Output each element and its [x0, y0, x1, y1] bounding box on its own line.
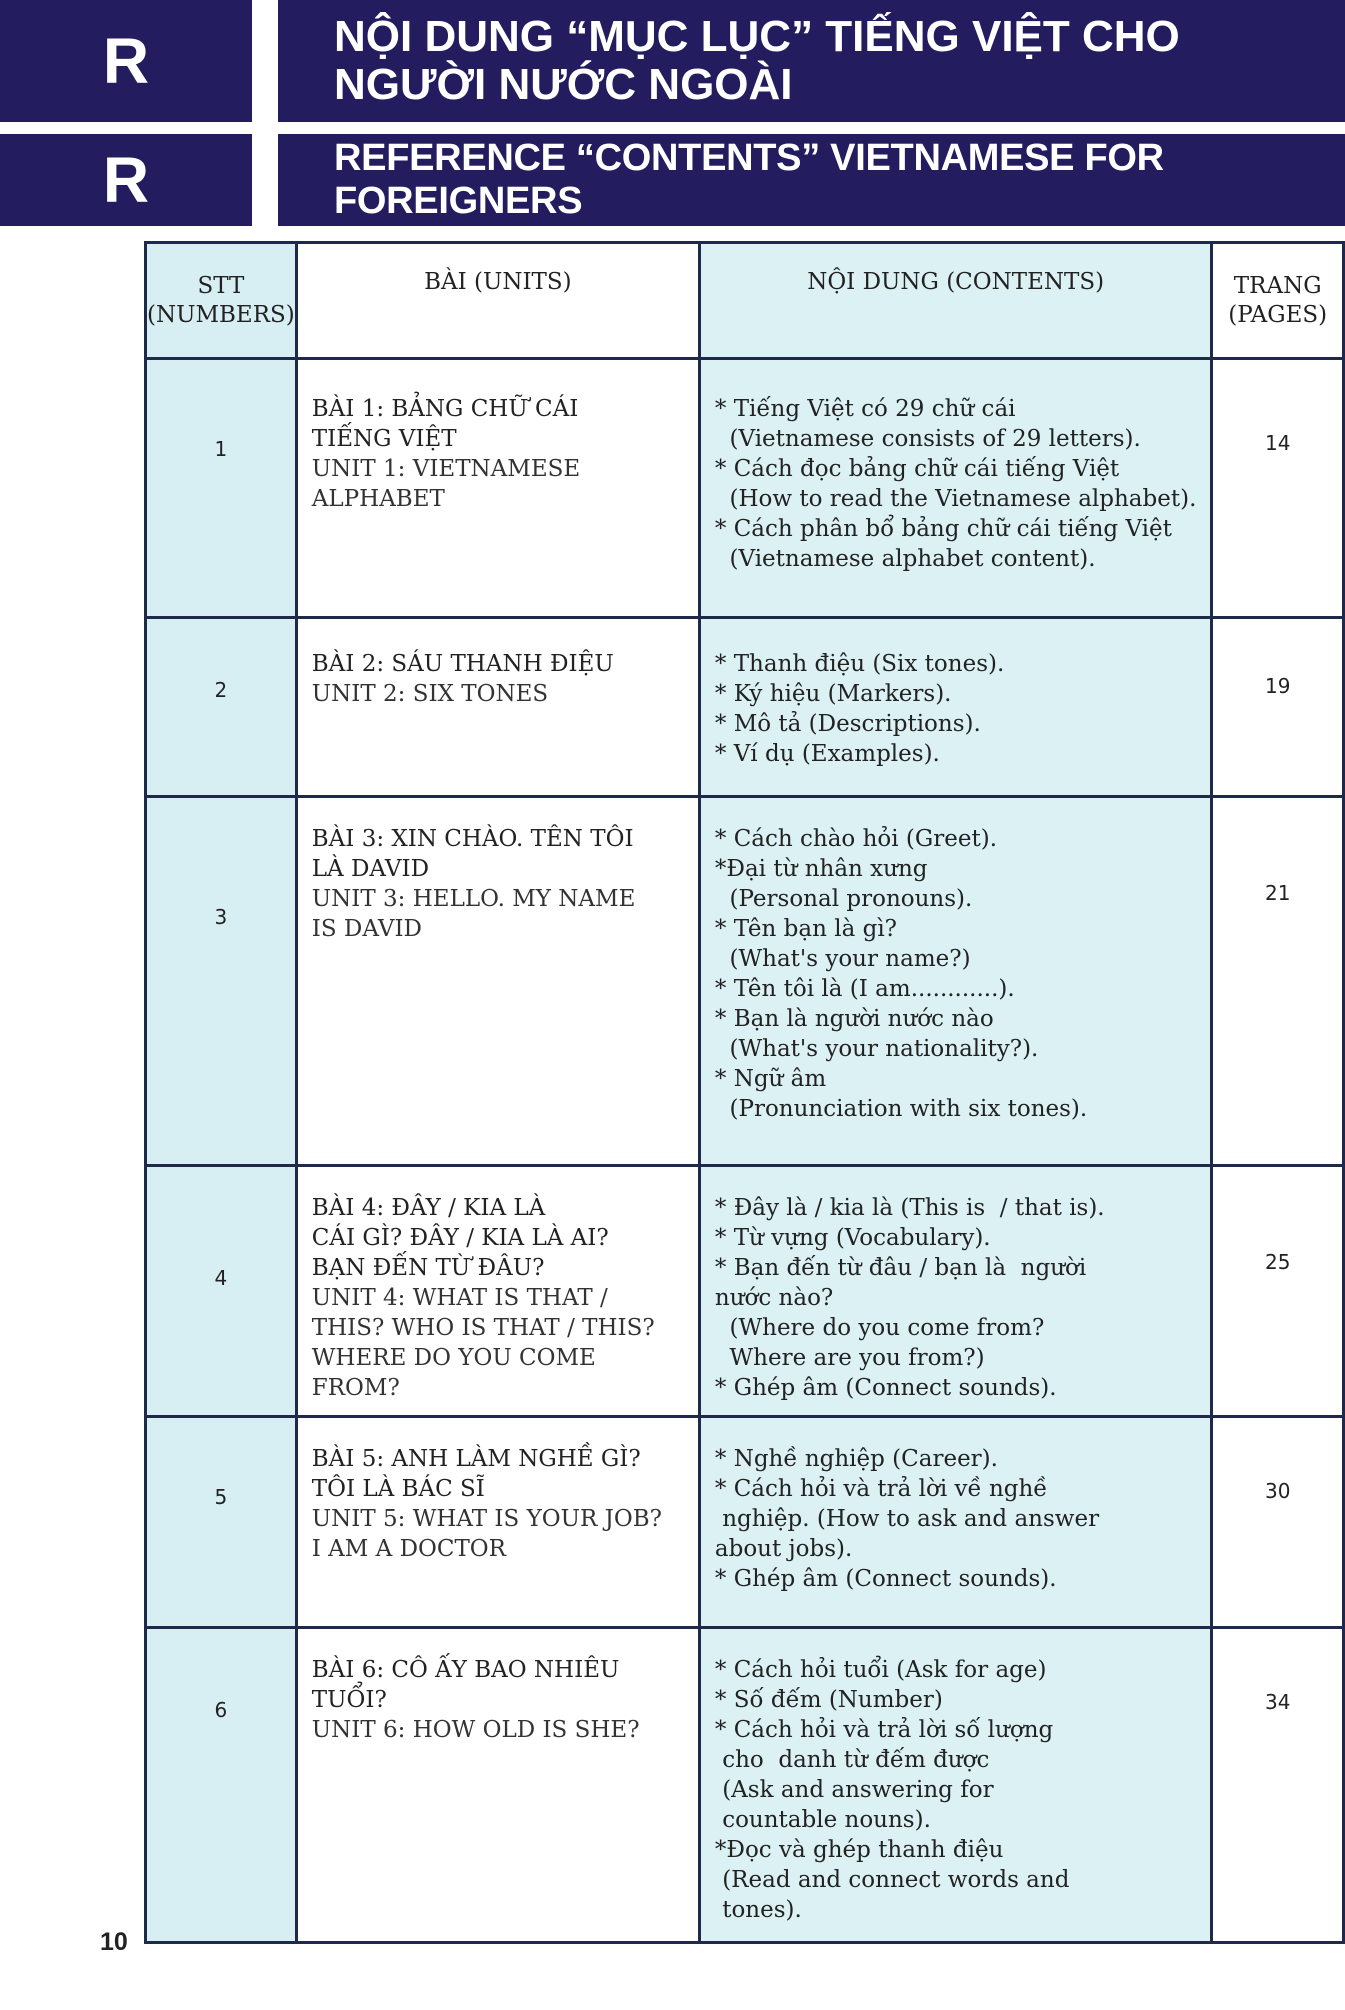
cell-page	[1212, 618, 1344, 797]
header-pages-line1: TRANG	[1233, 272, 1322, 299]
content-line: * Ngữ âm	[714, 1066, 827, 1092]
table-header-row	[146, 243, 1344, 359]
content-line: * Tiếng Việt có 29 chữ cái	[714, 396, 1016, 422]
cell-contents	[699, 1417, 1212, 1628]
page-ref: 34	[1264, 1690, 1291, 1714]
unit-title-vi: TÔI LÀ BÁC SĨ	[311, 1476, 485, 1502]
cell-number	[146, 1166, 297, 1417]
cell-number	[146, 1628, 297, 1943]
content-line: tones).	[714, 1897, 802, 1923]
content-line: * Cách đọc bảng chữ cái tiếng Việt	[714, 456, 1120, 482]
header-contents-text: NỘI DUNG (CONTENTS)	[807, 269, 1105, 295]
cell-contents	[699, 797, 1212, 1166]
unit-title-en: THIS? WHO IS THAT / THIS?	[311, 1315, 655, 1341]
content-line: * Ví dụ (Examples).	[714, 741, 940, 767]
content-line: (Vietnamese consists of 29 letters).	[714, 426, 1141, 452]
unit-title-en: UNIT 3: HELLO. MY NAME	[311, 886, 636, 912]
unit-number: 5	[214, 1485, 228, 1509]
content-line: * Cách chào hỏi (Greet).	[714, 826, 997, 852]
content-line: Where are you from?)	[714, 1345, 985, 1371]
cell-number	[146, 1417, 297, 1628]
header-title-english	[278, 134, 1345, 226]
content-line: *Đọc và ghép thanh điệu	[714, 1837, 1004, 1863]
cell-contents	[699, 618, 1212, 797]
content-line: * Bạn đến từ đâu / bạn là người	[714, 1255, 1087, 1281]
unit-title-vi: CÁI GÌ? ĐÂY / KIA LÀ AI?	[311, 1225, 609, 1251]
unit-title-vi: BÀI 1: BẢNG CHỮ CÁI	[311, 396, 579, 422]
content-line: * Ghép âm (Connect sounds).	[714, 1566, 1057, 1592]
cell-number	[146, 797, 297, 1166]
title-english-text: REFERENCE “CONTENTS” VIETNAMESE FOR FOREIGNERS	[334, 137, 1164, 222]
content-line: * Bạn là người nước nào	[714, 1006, 994, 1032]
cell-unit	[296, 1166, 699, 1417]
header-units	[296, 243, 699, 359]
content-line: * Nghề nghiệp (Career).	[714, 1446, 998, 1472]
content-line: (How to read the Vietnamese alphabet).	[714, 486, 1197, 512]
cell-contents	[699, 1628, 1212, 1943]
content-line: (What's your name?)	[714, 946, 971, 972]
cell-contents	[699, 1166, 1212, 1417]
content-line: * Số đếm (Number)	[714, 1687, 943, 1713]
cell-number	[146, 618, 297, 797]
content-line: nước nào?	[714, 1285, 834, 1311]
page-ref: 19	[1264, 674, 1291, 698]
unit-title-en: IS DAVID	[311, 916, 422, 942]
unit-title-en: UNIT 6: HOW OLD IS SHE?	[311, 1717, 640, 1743]
page-ref: 21	[1264, 881, 1291, 905]
content-line: * Ghép âm (Connect sounds).	[714, 1375, 1057, 1401]
content-line: * Cách hỏi tuổi (Ask for age)	[714, 1657, 1047, 1683]
cell-page	[1212, 1628, 1344, 1943]
content-line: (Personal pronouns).	[714, 886, 973, 912]
table-row	[146, 359, 1344, 618]
unit-title-en: FROM?	[311, 1375, 400, 1401]
content-line: * Mô tả (Descriptions).	[714, 711, 981, 737]
table-row	[146, 797, 1344, 1166]
content-line: * Tên bạn là gì?	[714, 916, 898, 942]
content-line: cho danh từ đếm được	[714, 1747, 990, 1773]
content-line: * Từ vựng (Vocabulary).	[714, 1225, 991, 1251]
unit-title-vi: BÀI 5: ANH LÀM NGHỀ GÌ?	[311, 1446, 641, 1472]
unit-number: 4	[214, 1266, 228, 1290]
page-ref: 14	[1264, 431, 1291, 455]
unit-title-en: ALPHABET	[311, 486, 445, 512]
content-line: * Cách phân bổ bảng chữ cái tiếng Việt	[714, 516, 1172, 542]
table-row	[146, 1166, 1344, 1417]
cell-page	[1212, 797, 1344, 1166]
cell-unit	[296, 1628, 699, 1943]
unit-title-vi: BÀI 4: ĐÂY / KIA LÀ	[311, 1195, 546, 1221]
unit-title-vi: BÀI 2: SÁU THANH ĐIỆU	[311, 651, 614, 677]
unit-number: 1	[214, 437, 228, 461]
contents-table	[144, 241, 1345, 1944]
content-line: *Đại từ nhân xưng	[714, 856, 928, 882]
content-line: * Đây là / kia là (This is / that is).	[714, 1195, 1105, 1221]
content-line: * Cách hỏi và trả lời về nghề	[714, 1476, 1048, 1502]
unit-title-vi: TIẾNG VIỆT	[311, 426, 457, 452]
cell-unit	[296, 797, 699, 1166]
unit-title-en: I AM A DOCTOR	[311, 1536, 506, 1562]
content-line: about jobs).	[714, 1536, 853, 1562]
header-numbers-line2: (NUMBERS)	[147, 301, 295, 328]
unit-title-vi: BÀI 6: CÔ ẤY BAO NHIÊU	[311, 1657, 620, 1683]
content-line: countable nouns).	[714, 1807, 931, 1833]
content-line: (Where do you come from?	[714, 1315, 1045, 1341]
cell-page	[1212, 359, 1344, 618]
unit-number: 2	[214, 678, 228, 702]
content-line: (Ask and answering for	[714, 1777, 994, 1803]
unit-title-vi: LÀ DAVID	[311, 856, 430, 882]
table-row	[146, 1628, 1344, 1943]
page-ref: 25	[1264, 1250, 1291, 1274]
content-line: * Ký hiệu (Markers).	[714, 681, 952, 707]
table-row	[146, 1417, 1344, 1628]
cell-contents	[699, 359, 1212, 618]
unit-title-en: WHERE DO YOU COME	[311, 1345, 596, 1371]
content-line: (Pronunciation with six tones).	[714, 1096, 1088, 1122]
content-line: nghiệp. (How to ask and answer	[714, 1506, 1100, 1532]
cell-unit	[296, 618, 699, 797]
title-line-1: NỘI DUNG “MỤC LỤC” TIẾNG VIỆT CHO	[334, 12, 1180, 61]
header-letter-top: R	[0, 0, 252, 122]
header-numbers-line1: STT	[197, 272, 245, 299]
header-pages-line2: (PAGES)	[1228, 301, 1328, 328]
cell-unit	[296, 359, 699, 618]
unit-number: 3	[214, 905, 228, 929]
content-line: * Cách hỏi và trả lời số lượng	[714, 1717, 1054, 1743]
unit-title-en: UNIT 5: WHAT IS YOUR JOB?	[311, 1506, 662, 1532]
unit-title-vi: BÀI 3: XIN CHÀO. TÊN TÔI	[311, 826, 634, 852]
cell-unit	[296, 1417, 699, 1628]
unit-title-en: UNIT 1: VIETNAMESE	[311, 456, 581, 482]
header-title-vietnamese	[278, 0, 1345, 122]
content-line: (What's your nationality?).	[714, 1036, 1039, 1062]
unit-title-en: UNIT 2: SIX TONES	[311, 681, 549, 707]
cell-page	[1212, 1417, 1344, 1628]
unit-title-vi: BẠN ĐẾN TỪ ĐÂU?	[311, 1255, 545, 1281]
cell-page	[1212, 1166, 1344, 1417]
cell-number	[146, 359, 297, 618]
header-letter-bottom: R	[0, 134, 252, 226]
unit-number: 6	[214, 1698, 228, 1722]
unit-title-vi: TUỔI?	[311, 1687, 387, 1713]
header-contents	[699, 243, 1212, 359]
table-row	[146, 618, 1344, 797]
title-line-2: NGƯỜI NƯỚC NGOÀI	[334, 60, 793, 109]
page-ref: 30	[1264, 1479, 1291, 1503]
content-line: (Read and connect words and	[714, 1867, 1070, 1893]
content-line: * Tên tôi là (I am............).	[714, 976, 1015, 1002]
unit-title-en: UNIT 4: WHAT IS THAT /	[311, 1285, 608, 1311]
header-pages	[1212, 243, 1344, 359]
content-line: * Thanh điệu (Six tones).	[714, 651, 1005, 677]
page-number: 10	[100, 1928, 128, 1956]
header-numbers	[146, 243, 297, 359]
content-line: (Vietnamese alphabet content).	[714, 546, 1096, 572]
header-units-text: BÀI (UNITS)	[424, 269, 572, 295]
